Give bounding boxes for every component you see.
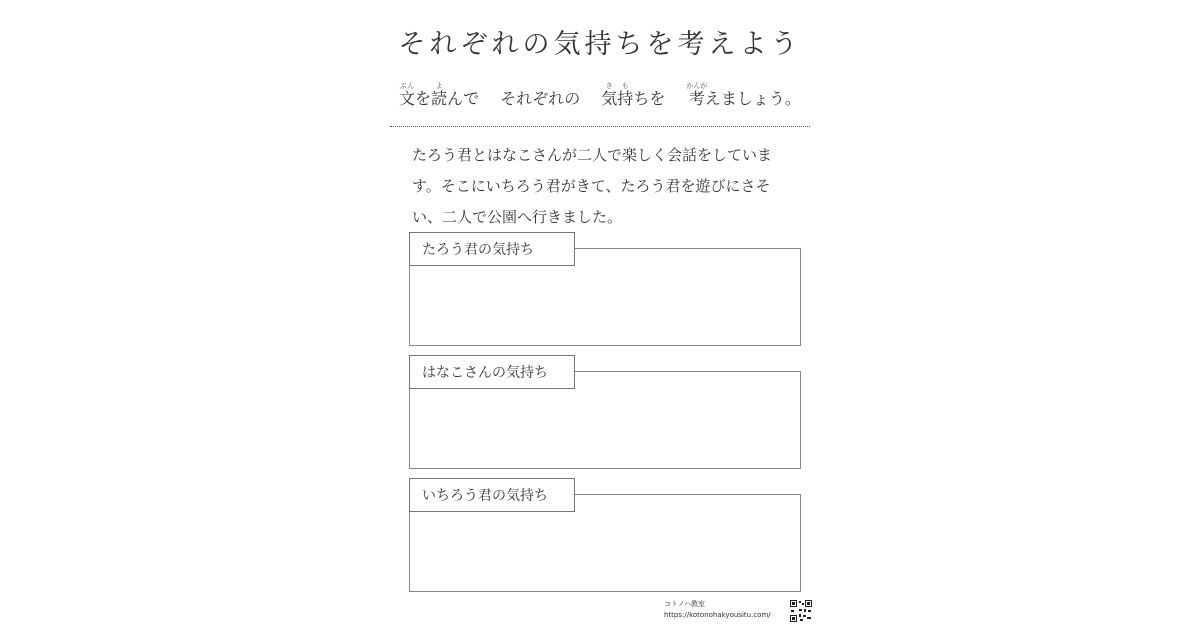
story-line: い、二人で公園へ行きました。 [412, 208, 623, 226]
story-line: す。そこにいちろう君がきて、たろう君を遊びにさそ [412, 177, 771, 195]
footer-url: https://kotonohakyousitu.com/ [664, 611, 771, 619]
story-line: たろう君とはなこさんが二人で楽しく会話をしていま [412, 146, 773, 164]
label-hanako-feelings: はなこさんの気持ち [409, 355, 575, 389]
instruction-text: 文ぶんを読よんで それぞれの 気持きもちを 考かんがえましょう。 [399, 82, 801, 108]
page-title: それぞれの気持ちを考えよう [398, 29, 802, 60]
qr-code-icon [790, 600, 812, 622]
instruction-word-kimo: 気持きも [601, 82, 634, 108]
label-taro-feelings: たろう君の気持ち [409, 232, 575, 266]
footer [664, 599, 771, 621]
footer-brand: コトノハ教室 [664, 600, 706, 608]
instruction-word-bun: 文ぶん [399, 82, 416, 108]
dotted-divider [390, 126, 810, 127]
story-text [412, 140, 792, 233]
instruction-word-kanga: 考かんが [686, 82, 708, 108]
instruction-word-yo: 読よ [431, 82, 448, 108]
label-ichiro-feelings: いちろう君の気持ち [409, 478, 575, 512]
